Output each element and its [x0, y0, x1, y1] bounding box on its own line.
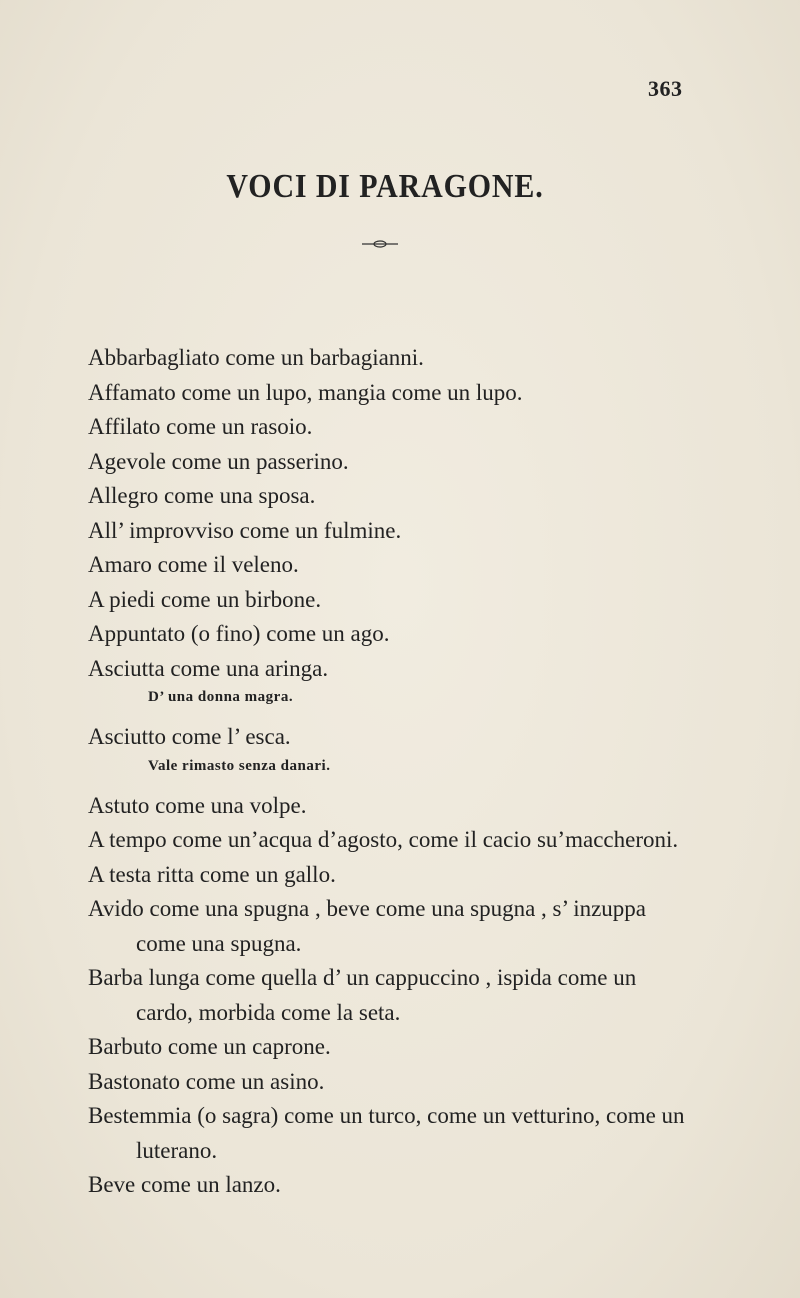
entry: Avido come una spugna , beve come una spugna , s’ inzuppa come una spugna. — [88, 896, 647, 956]
entry: Astuto come una volpe. — [88, 792, 307, 818]
entry: Appuntato (o fino) come un ago. — [88, 621, 390, 646]
entry: Asciutto come l’ esca. — [88, 724, 291, 749]
entry: Asciutta come una aringa. — [88, 655, 329, 681]
entry: Allegro come una sposa. — [88, 483, 316, 508]
entry: A tempo come un’acqua d’agosto, come il cacio su’maccheroni. — [88, 827, 679, 852]
entry: A testa ritta come un gallo. — [88, 861, 336, 887]
entry: Bastonato come un asino. — [88, 1068, 325, 1094]
entry: All’ improvviso come un fulmine. — [88, 517, 402, 543]
entry: Agevole come un passerino. — [88, 448, 349, 474]
page-number: 363 — [648, 76, 683, 101]
entry: Beve come un lanzo. — [88, 1172, 281, 1197]
entry: Affilato come un rasoio. — [88, 414, 313, 439]
entry: Affamato come un lupo, mangia come un lupo. — [88, 379, 523, 405]
entry-list — [88, 341, 688, 1203]
entry: Barbuto come un caprone. — [88, 1034, 331, 1059]
entry-note: Vale rimasto senza danari. — [148, 757, 331, 774]
entry: Amaro come il veleno. — [88, 552, 299, 577]
entry-note: D’ una donna magra. — [148, 689, 294, 705]
entry: A piedi come un birbone. — [88, 586, 322, 612]
entry: Barba lunga come quella d’ un cappuccino , ispida come un cardo, morbida come la seta. — [88, 965, 637, 1025]
ornament-divider — [350, 234, 410, 254]
page-title: VOCI DI PARAGONE. — [226, 168, 544, 205]
entry: Abbarbagliato come un barbagianni. — [88, 345, 424, 370]
entry: Bestemmia (o sagra) come un turco, come un vetturino, come un luterano. — [88, 1103, 685, 1163]
